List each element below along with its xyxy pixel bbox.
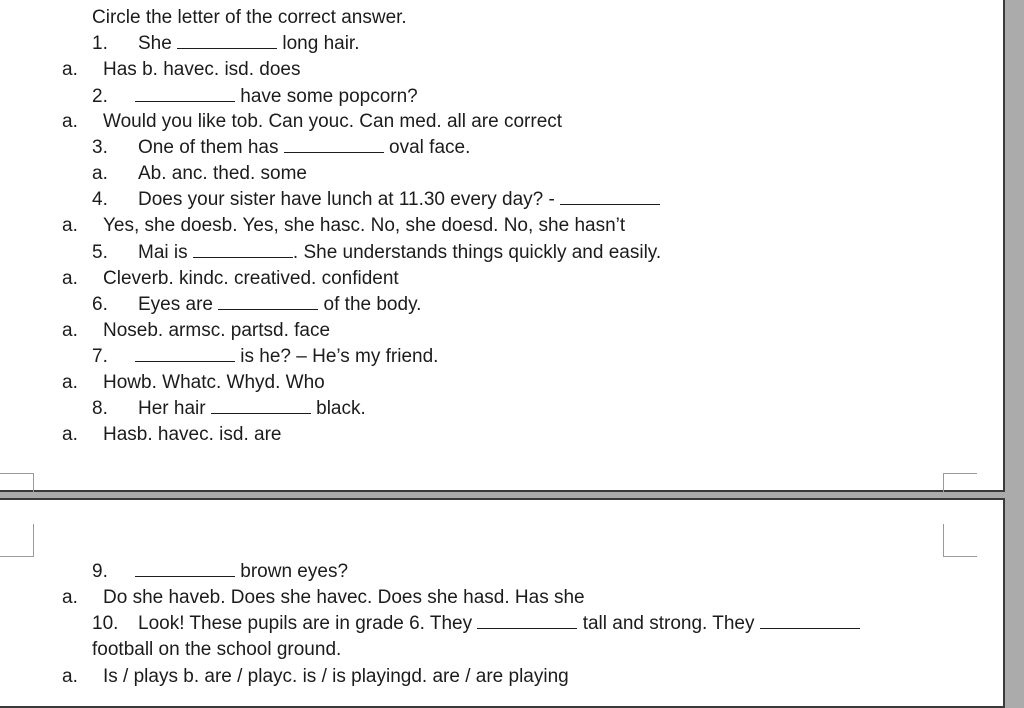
answer-options-6: a. Noseb. armsc. partsd. face (62, 320, 331, 341)
document-page-2 (0, 498, 1005, 708)
question-10-continued: football on the school ground. (92, 639, 342, 660)
question-10: 10. Look! These pupils are in grade 6. They tall and strong. They (92, 613, 860, 635)
answer-blank (218, 294, 318, 310)
answer-blank (760, 613, 860, 629)
answer-options-4: a. Yes, she doesb. Yes, she hasc. No, she doesd. No, she hasn’t (62, 215, 626, 236)
question-8: 8. Her hair black. (92, 398, 366, 419)
answer-blank (284, 137, 384, 153)
question-4: 4. Does your sister have lunch at 11.30 every day? - (92, 189, 660, 211)
question-3: 3. One of them has oval face. (92, 137, 471, 158)
answer-options-9: a. Do she haveb. Does she havec. Does she hasd. Has she (62, 587, 585, 608)
question-7: 7. is he? – He’s my friend. (92, 346, 439, 367)
answer-blank (560, 189, 660, 205)
answer-options-7: a. Howb. Whatc. Whyd. Who (62, 372, 325, 393)
answer-blank (477, 613, 577, 629)
answer-options-10: a. Is / plays b. are / playc. is / is playingd. are / are playing (62, 666, 569, 687)
answer-blank (135, 561, 235, 577)
question-2: 2. have some popcorn? (92, 86, 418, 107)
question-1: 1. She long hair. (92, 33, 360, 54)
answer-blank (135, 86, 235, 102)
margin-crop-mark (0, 524, 34, 557)
question-9: 9. brown eyes? (92, 561, 349, 582)
margin-crop-mark (0, 473, 34, 492)
instruction: Circle the letter of the correct answer. (92, 7, 407, 28)
answer-blank (193, 242, 293, 258)
answer-options-1: a. Has b. havec. isd. does (62, 59, 301, 80)
margin-crop-mark (943, 524, 977, 557)
answer-blank (211, 398, 311, 414)
answer-options-2: a. Would you like tob. Can youc. Can med. all are correct (62, 111, 563, 132)
answer-options-8: a. Hasb. havec. isd. are (62, 424, 282, 445)
answer-options-5: a. Cleverb. kindc. creatived. confident (62, 268, 399, 289)
question-6: 6. Eyes are of the body. (92, 294, 422, 315)
question-5: 5. Mai is . She understands things quickly and easily. (92, 242, 662, 263)
answer-blank (177, 33, 277, 49)
answer-blank (135, 346, 235, 362)
answer-options-3: a. Ab. anc. thed. some (92, 163, 307, 184)
margin-crop-mark (943, 473, 977, 492)
